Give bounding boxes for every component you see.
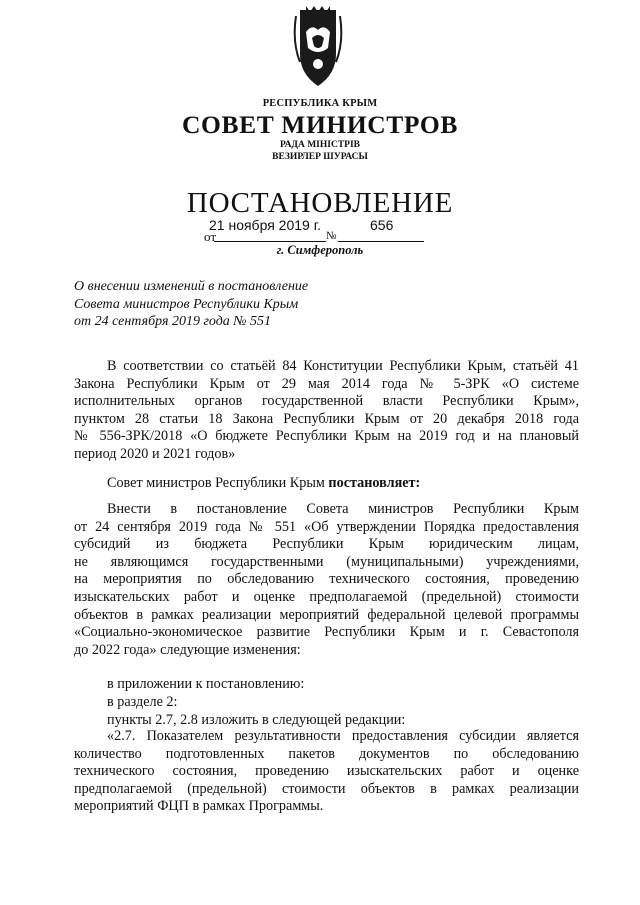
document-subject — [74, 278, 308, 331]
text-line: на мероприятия по обследованию технического состояния, проведению — [74, 571, 579, 588]
number-underline — [338, 241, 424, 242]
text-line: «Социально-экономическое развитие Республики Крым и г. Севастополя — [74, 624, 579, 641]
number-value: 656 — [370, 217, 394, 233]
document-type: ПОСТАНОВЛЕНИЕ — [186, 187, 454, 219]
amendment-paragraph — [74, 501, 579, 659]
resolution-colon: : — [415, 475, 421, 491]
text-line: количество подготовленных пакетов документов по обследованию — [74, 745, 579, 762]
text-line: исполнительных органов государственной власти Республики Крым», — [74, 393, 579, 410]
date-value: 21 ноября 2019 г. — [209, 217, 321, 233]
items-line: пункты 2.7, 2.8 изложить в следующей редакции: — [107, 712, 406, 728]
text-line: до 2022 года» следующие изменения: — [74, 641, 301, 658]
quoted-item-paragraph — [74, 728, 579, 816]
republic-name: РЕСПУБЛИКА КРЫМ — [262, 98, 378, 109]
text-line: технического состояния, проведению изыскательских работ и оценке — [74, 763, 579, 780]
date-underline — [214, 241, 326, 242]
text-line: предполагаемой (предельной) стоимости объектов в рамках реализации — [74, 780, 579, 797]
council-title: СОВЕТ МИНИСТРОВ — [182, 110, 458, 139]
text-line: объектов в рамках реализации мероприятий федеральной целевой программы — [74, 606, 579, 623]
resolution-text: Совет министров Республики Крым — [107, 475, 329, 491]
subject-line: от 24 сентября 2019 года № 551 — [74, 314, 272, 329]
text-line: от 24 сентября 2019 года № 551 «Об утверждении Порядка предоставления — [74, 518, 579, 535]
resolution-paragraph — [107, 475, 420, 493]
text-line: В соответствии со статьёй 84 Конституции Республики Крым, статьёй 41 — [107, 358, 579, 374]
preamble-paragraph — [74, 358, 579, 464]
subject-line: О внесении изменений в постановление — [74, 279, 309, 294]
text-line: Закона Республики Крым от 29 мая 2014 года № 5-ЗРК «О системе — [74, 375, 579, 392]
subject-line: Совета министров Республики Крым — [74, 296, 299, 312]
section-line: в разделе 2: — [107, 694, 178, 710]
council-title-crh: ВЕЗИРЛЕР ШУРАСЫ — [272, 152, 368, 162]
text-line: № 556-ЗРК/2018 «О бюджете Республики Крым на 2019 год и на плановый — [74, 428, 579, 445]
text-line: мероприятий ФЦП в рамках Программы. — [74, 798, 324, 815]
resolution-keyword: постановляет — [328, 475, 416, 491]
number-label: № — [326, 230, 337, 242]
text-line: период 2020 и 2021 годов» — [74, 445, 236, 462]
city-name: г. Симферополь — [276, 243, 364, 257]
appendix-line: в приложении к постановлению: — [107, 676, 305, 692]
council-title-ua: РАДА МІНІСТРІВ — [279, 140, 360, 150]
coat-of-arms-emblem — [292, 2, 344, 92]
text-line: «2.7. Показателем результативности предоставления субсидии является — [107, 728, 579, 744]
text-line: пунктом 28 статьи 18 Закона Республики Крым от 20 декабря 2018 года — [74, 410, 579, 427]
text-line: изыскательских работ и оценке предполагаемой (предельной) стоимости — [74, 588, 579, 605]
text-line: не являющимся государственными (муниципальными) учреждениями, — [74, 553, 579, 570]
text-line: субсидий из бюджета Республики Крым юридическим лицам, — [74, 536, 579, 553]
text-line: Внести в постановление Совета министров Республики Крым — [107, 501, 579, 517]
from-label: от — [204, 229, 217, 244]
